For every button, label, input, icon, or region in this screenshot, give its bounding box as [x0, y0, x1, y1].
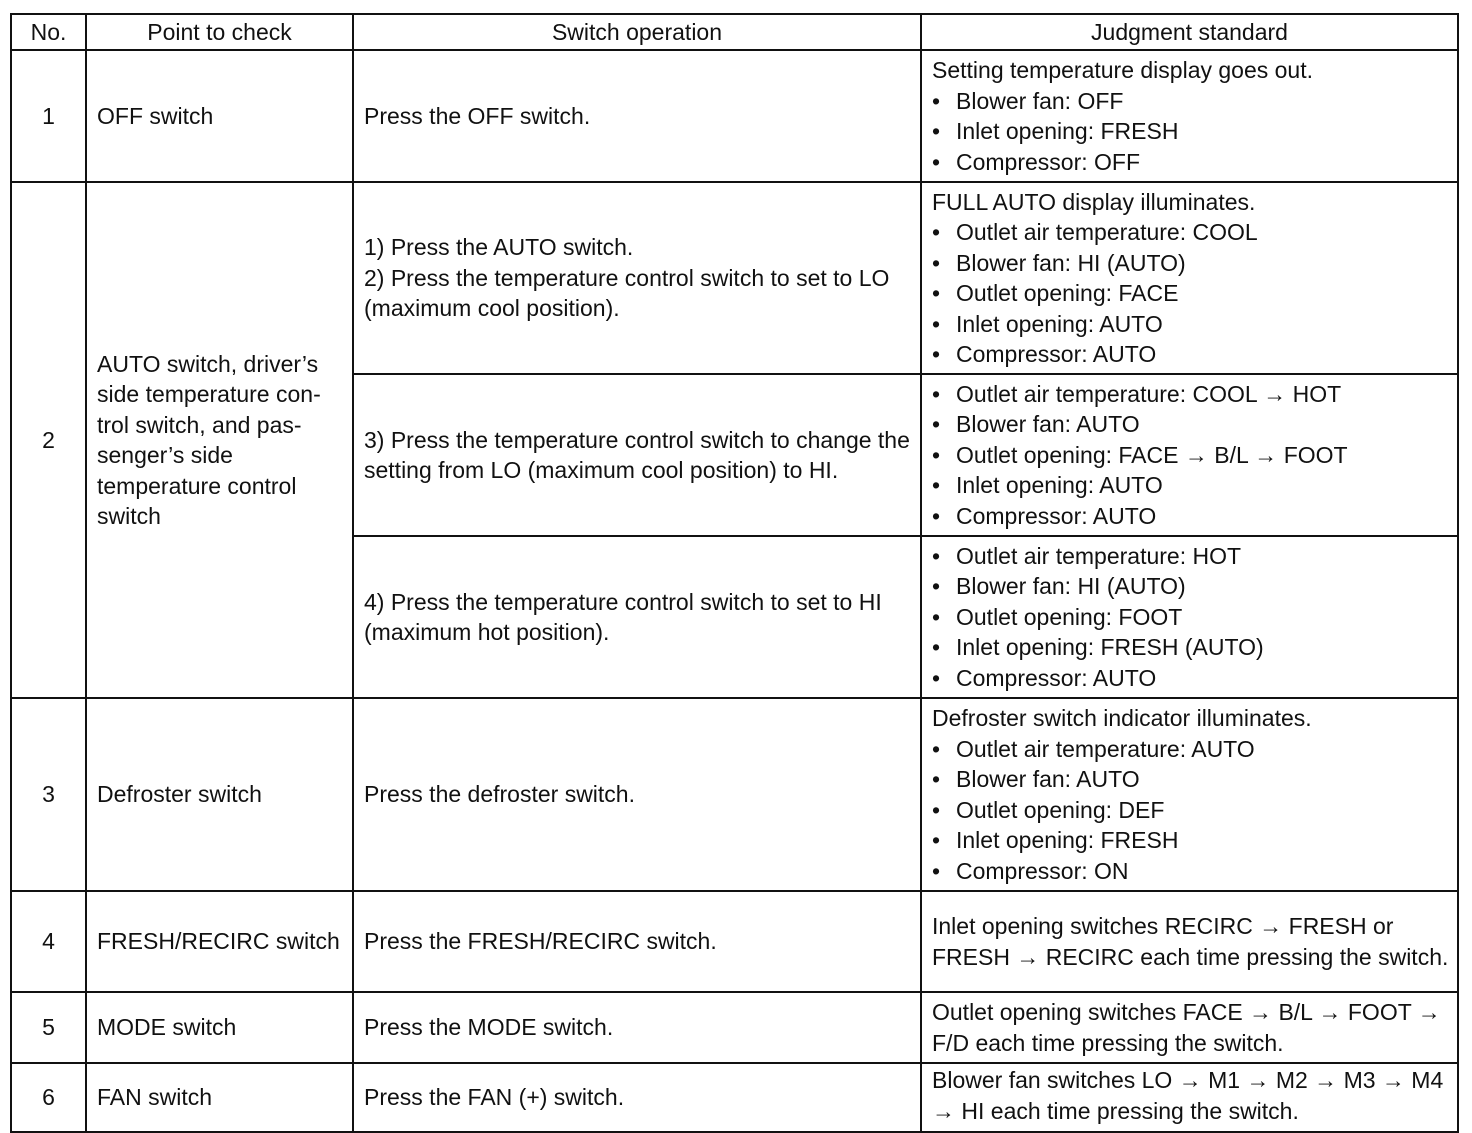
judgment-item: • Blower fan: AUTO [932, 409, 1451, 440]
judgment-item: • Blower fan: HI (AUTO) [932, 248, 1451, 279]
switch-operation [353, 536, 921, 698]
switch-check-table [10, 13, 1459, 1133]
judgment-item: • Outlet opening: FACE [932, 278, 1451, 309]
row-number: 6 [11, 1063, 86, 1132]
header-judgment-standard: Judgment standard [921, 14, 1458, 50]
judgment-standard [921, 374, 1458, 536]
judgment-item: • Outlet air temperature: HOT [932, 541, 1451, 572]
judgment-item: • Compressor: ON [932, 856, 1451, 887]
row-number: 4 [11, 891, 86, 992]
table-row [11, 698, 1458, 891]
point-to-check: AUTO switch, driver’s side temperature con-trol switch, and pas-senger’s side temperature control switch [86, 182, 353, 698]
table-row [11, 1063, 1458, 1132]
judgment-standard [921, 50, 1458, 182]
judgment-standard [921, 1063, 1458, 1132]
point-to-check: OFF switch [86, 50, 353, 182]
judgment-item: • Compressor: AUTO [932, 663, 1451, 694]
operation-step: 4) Press the temperature control switch to set to HI (maximum hot position). [364, 588, 882, 645]
judgment-standard [921, 891, 1458, 992]
judgment-item: • Outlet opening: FACE → B/L → FOOT [932, 440, 1451, 471]
point-to-check: MODE switch [86, 992, 353, 1063]
header-switch-operation: Switch operation [353, 14, 921, 50]
row-number: 2 [11, 182, 86, 698]
judgment-item: • Compressor: AUTO [932, 339, 1451, 370]
operation-step: 1) Press the AUTO switch. [364, 234, 634, 261]
operation-step: Press the FAN (+) switch. [364, 1084, 625, 1111]
switch-operation [353, 992, 921, 1063]
judgment-list [932, 86, 1451, 178]
judgment-item: • Inlet opening: AUTO [932, 470, 1451, 501]
judgment-lead: Inlet opening switches RECIRC → FRESH or FRESH → RECIRC each time pressing the switch. [932, 913, 1449, 970]
judgment-list [932, 217, 1451, 370]
judgment-list [932, 379, 1451, 532]
switch-operation [353, 50, 921, 182]
switch-operation [353, 374, 921, 536]
point-to-check: FAN switch [86, 1063, 353, 1132]
judgment-lead: Blower fan switches LO → M1 → M2 → M3 → M4 → HI each time pressing the switch. [932, 1067, 1444, 1124]
judgment-standard [921, 536, 1458, 698]
judgment-item: • Blower fan: AUTO [932, 764, 1451, 795]
judgment-lead: FULL AUTO display illuminates. [932, 188, 1256, 215]
switch-operation [353, 1063, 921, 1132]
judgment-item: • Inlet opening: FRESH (AUTO) [932, 632, 1451, 663]
judgment-standard [921, 698, 1458, 891]
header-no: No. [11, 14, 86, 50]
operation-step: Press the OFF switch. [364, 102, 591, 129]
table-row [11, 992, 1458, 1063]
judgment-item: • Blower fan: HI (AUTO) [932, 571, 1451, 602]
judgment-standard [921, 992, 1458, 1063]
judgment-item: • Inlet opening: AUTO [932, 309, 1451, 340]
judgment-item: • Compressor: AUTO [932, 501, 1451, 532]
row-number: 5 [11, 992, 86, 1063]
judgment-standard [921, 182, 1458, 374]
point-to-check: Defroster switch [86, 698, 353, 891]
operation-step: Press the FRESH/RECIRC switch. [364, 928, 717, 955]
judgment-item: • Outlet opening: FOOT [932, 602, 1451, 633]
table-row [11, 50, 1458, 182]
judgment-lead: Setting temperature display goes out. [932, 57, 1314, 83]
judgment-item: • Compressor: OFF [932, 147, 1451, 178]
switch-operation [353, 698, 921, 891]
operation-step: Press the MODE switch. [364, 1014, 614, 1041]
judgment-item: • Inlet opening: FRESH [932, 116, 1451, 147]
judgment-list [932, 541, 1451, 694]
judgment-item: • Outlet air temperature: COOL [932, 217, 1451, 248]
operation-step: 2) Press the temperature control switch to set to LO (maximum cool position). [364, 264, 890, 322]
judgment-item: • Inlet opening: FRESH [932, 825, 1451, 856]
judgment-lead: Outlet opening switches FACE → B/L → FOOT → F/D each time pressing the switch. [932, 999, 1441, 1056]
judgment-list [932, 734, 1451, 887]
judgment-item: • Outlet air temperature: AUTO [932, 734, 1451, 765]
row-number: 1 [11, 50, 86, 182]
header-row [11, 14, 1458, 50]
judgment-item: • Outlet opening: DEF [932, 795, 1451, 826]
table-row [11, 891, 1458, 992]
switch-operation [353, 182, 921, 374]
judgment-item: • Blower fan: OFF [932, 86, 1451, 117]
header-point-to-check: Point to check [86, 14, 353, 50]
operation-step: Press the defroster switch. [364, 781, 635, 808]
judgment-lead: Defroster switch indicator illuminates. [932, 705, 1312, 731]
point-to-check: FRESH/RECIRC switch [86, 891, 353, 992]
row-number: 3 [11, 698, 86, 891]
switch-operation [353, 891, 921, 992]
table-row [11, 182, 1458, 374]
operation-step: 3) Press the temperature control switch to change the setting from LO (maximum cool position) to HI. [364, 426, 910, 483]
judgment-item: • Outlet air temperature: COOL → HOT [932, 379, 1451, 410]
